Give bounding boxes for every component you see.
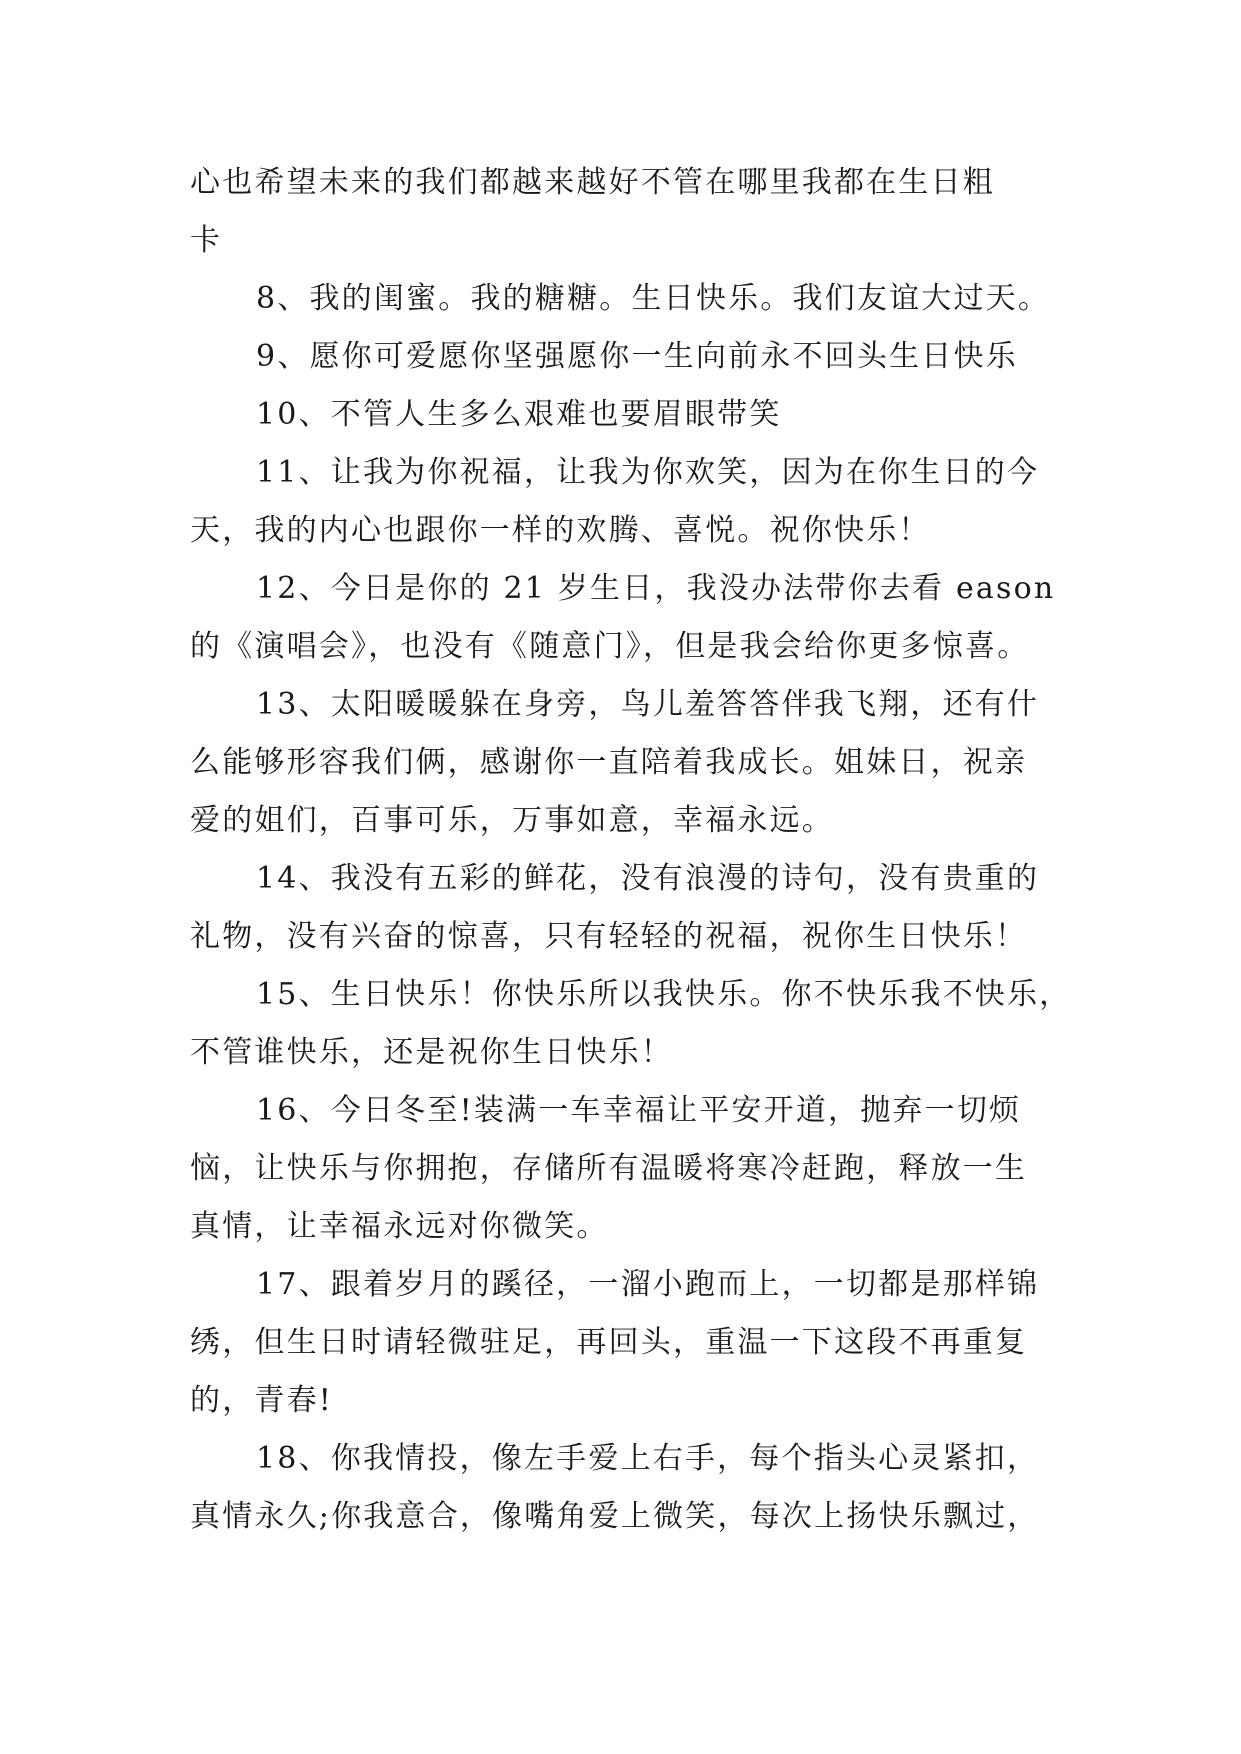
- text-line: 的，青春!: [190, 1383, 334, 1418]
- text-line: 爱的姐们，百事可乐，万事如意，幸福永远。: [190, 803, 834, 838]
- text-line: 绣，但生日时请轻微驻足，再回头，重温一下这段不再重复: [190, 1325, 1028, 1360]
- text-line: 卡: [190, 223, 223, 258]
- text-line: 12、今日是你的 21 岁生日，我没办法带你去看 eason: [256, 571, 1056, 606]
- paragraph: [190, 1256, 1060, 1430]
- text-line: 礼物，没有兴奋的惊喜，只有轻轻的祝福，祝你生日快乐！: [190, 919, 1028, 954]
- paragraph: [190, 1082, 1060, 1256]
- paragraph: [190, 966, 1072, 1082]
- text-line: 么能够形容我们俩，感谢你一直陪着我成长。姐妹日，祝亲: [190, 745, 1028, 780]
- paragraph: [190, 328, 1060, 386]
- text-line: 不管谁快乐，还是祝你生日快乐！: [190, 1035, 673, 1070]
- document-body: [190, 154, 1072, 1546]
- text-line: 14、我没有五彩的鲜花，没有浪漫的诗句，没有贵重的: [256, 861, 1040, 896]
- paragraph: [190, 386, 1060, 444]
- text-line: 真情永久;你我意合，像嘴角爱上微笑，每次上扬快乐飘过，: [190, 1499, 1040, 1534]
- paragraph: [190, 1430, 1060, 1546]
- text-line: 15、生日快乐！你快乐所以我快乐。你不快乐我不快乐，: [256, 977, 1072, 1012]
- text-line: 11、让我为你祝福，让我为你欢笑，因为在你生日的今: [256, 455, 1040, 490]
- text-line: 13、太阳暖暖躲在身旁，鸟儿羞答答伴我飞翔，还有什: [256, 687, 1040, 722]
- text-line: 恼，让快乐与你拥抱，存储所有温暖将寒冷赶跑，释放一生: [190, 1151, 1028, 1186]
- text-line: 8、我的闺蜜。我的糖糖。生日快乐。我们友谊大过天。: [256, 281, 1051, 316]
- text-line: 16、今日冬至!装满一车幸福让平安开道，抛弃一切烦: [256, 1093, 1022, 1128]
- paragraph: [190, 850, 1060, 966]
- text-line: 真情，让幸福永远对你微笑。: [190, 1209, 609, 1244]
- text-line: 天，我的内心也跟你一样的欢腾、喜悦。祝你快乐！: [190, 513, 931, 548]
- paragraph: [190, 154, 1060, 270]
- paragraph: [190, 444, 1060, 560]
- paragraph: [190, 270, 1060, 328]
- text-line: 17、跟着岁月的蹊径，一溜小跑而上，一切都是那样锦: [256, 1267, 1040, 1302]
- paragraph: [190, 560, 1060, 676]
- document-page: [190, 154, 1072, 1546]
- paragraph: [190, 676, 1060, 850]
- text-line: 心也希望未来的我们都越来越好不管在哪里我都在生日粗: [190, 165, 995, 200]
- text-line: 18、你我情投，像左手爱上右手，每个指头心灵紧扣，: [256, 1441, 1040, 1476]
- text-line: 的《演唱会》，也没有《随意门》，但是我会给你更多惊喜。: [190, 629, 1030, 664]
- text-line: 9、愿你可爱愿你坚强愿你一生向前永不回头生日快乐: [256, 339, 1018, 374]
- text-line: 10、不管人生多么艰难也要眉眼带笑: [256, 397, 782, 432]
